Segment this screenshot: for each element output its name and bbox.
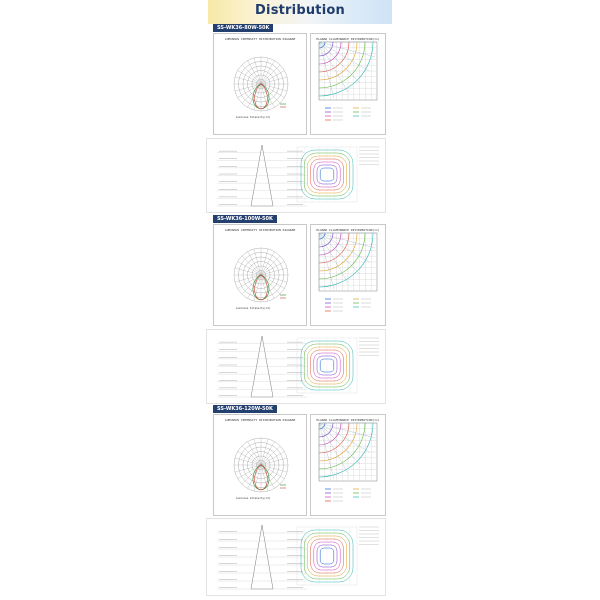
polar-spoke bbox=[238, 262, 261, 276]
polar-diagram-panel-1 bbox=[213, 33, 307, 135]
isolux-ray bbox=[319, 42, 375, 57]
polar-spoke bbox=[261, 452, 284, 466]
polar-spoke bbox=[261, 262, 284, 276]
illuminance-cone-panel-1 bbox=[206, 138, 386, 213]
isolux-ray bbox=[319, 233, 334, 289]
polar-diagram-title: LUMINOUS INTENSITY DISTRIBUTION DIAGRAM bbox=[224, 37, 296, 41]
isolux-ray bbox=[319, 42, 348, 92]
isolux-ray bbox=[319, 423, 375, 438]
illuminance-cone-diagram-3 bbox=[207, 519, 386, 596]
polar-spoke bbox=[242, 256, 261, 275]
isolux-panel-1 bbox=[310, 33, 386, 135]
polar-diagram-title: LUMINOUS INTENSITY DISTRIBUTION DIAGRAM bbox=[224, 228, 296, 232]
illuminance-cone-panel-2 bbox=[206, 329, 386, 404]
isolux-ray bbox=[319, 423, 369, 452]
polar-unit-label: Luminous Intensity(cd) bbox=[236, 497, 271, 500]
isolux-title: PLANAR ILLUMINANCE DISTRIBUTION(lx) bbox=[316, 418, 380, 422]
polar-unit-label: Luminous Intensity(cd) bbox=[236, 116, 271, 119]
isolux-ray bbox=[319, 233, 369, 262]
isolux-ray bbox=[319, 423, 348, 473]
isolux-ray bbox=[319, 233, 375, 248]
model-label-1: SS-WK36-80W-50K bbox=[213, 24, 273, 32]
isolux-ray bbox=[319, 423, 334, 479]
polar-spoke bbox=[261, 61, 275, 84]
polar-unit-label: Luminous Intensity(cd) bbox=[236, 307, 271, 310]
isolux-ray bbox=[319, 233, 348, 283]
polar-diagram-panel-2 bbox=[213, 224, 307, 326]
model-label-2: SS-WK36-100W-50K bbox=[213, 215, 277, 223]
polar-spoke bbox=[261, 442, 275, 465]
polar-diagram-title: LUMINOUS INTENSITY DISTRIBUTION DIAGRAM bbox=[224, 418, 296, 422]
polar-spoke bbox=[242, 446, 261, 465]
polar-spoke bbox=[238, 452, 261, 466]
polar-diagram-2 bbox=[214, 225, 307, 326]
isolux-quarter-diagram-2 bbox=[311, 225, 386, 326]
isolux-ray bbox=[319, 42, 369, 71]
polar-spoke bbox=[261, 65, 280, 84]
isolux-title: PLANAR ILLUMINANCE DISTRIBUTION(lx) bbox=[316, 37, 380, 41]
isolux-panel-3 bbox=[310, 414, 386, 516]
isolux-panel-2 bbox=[310, 224, 386, 326]
polar-spoke bbox=[248, 61, 262, 84]
isolux-quarter-diagram-3 bbox=[311, 415, 386, 516]
isolux-ray bbox=[319, 42, 334, 98]
polar-spoke bbox=[248, 252, 262, 275]
polar-diagram-3 bbox=[214, 415, 307, 516]
isolux-quarter-diagram-1 bbox=[311, 34, 386, 135]
polar-spoke bbox=[261, 256, 280, 275]
polar-spoke bbox=[242, 65, 261, 84]
polar-spoke bbox=[261, 252, 275, 275]
polar-diagram-1 bbox=[214, 34, 307, 135]
illuminance-cone-diagram-2 bbox=[207, 330, 386, 404]
isolux-title: PLANAR ILLUMINANCE DISTRIBUTION(lx) bbox=[316, 228, 380, 232]
polar-diagram-panel-3 bbox=[213, 414, 307, 516]
polar-spoke bbox=[248, 442, 262, 465]
header-banner bbox=[208, 0, 392, 24]
model-label-3: SS-WK36-120W-50K bbox=[213, 405, 277, 413]
illuminance-cone-panel-3 bbox=[206, 518, 386, 596]
polar-spoke bbox=[238, 71, 261, 85]
polar-spoke bbox=[261, 446, 280, 465]
illuminance-cone-diagram-1 bbox=[207, 139, 386, 213]
polar-spoke bbox=[261, 71, 284, 85]
page-title: Distribution bbox=[255, 3, 345, 18]
